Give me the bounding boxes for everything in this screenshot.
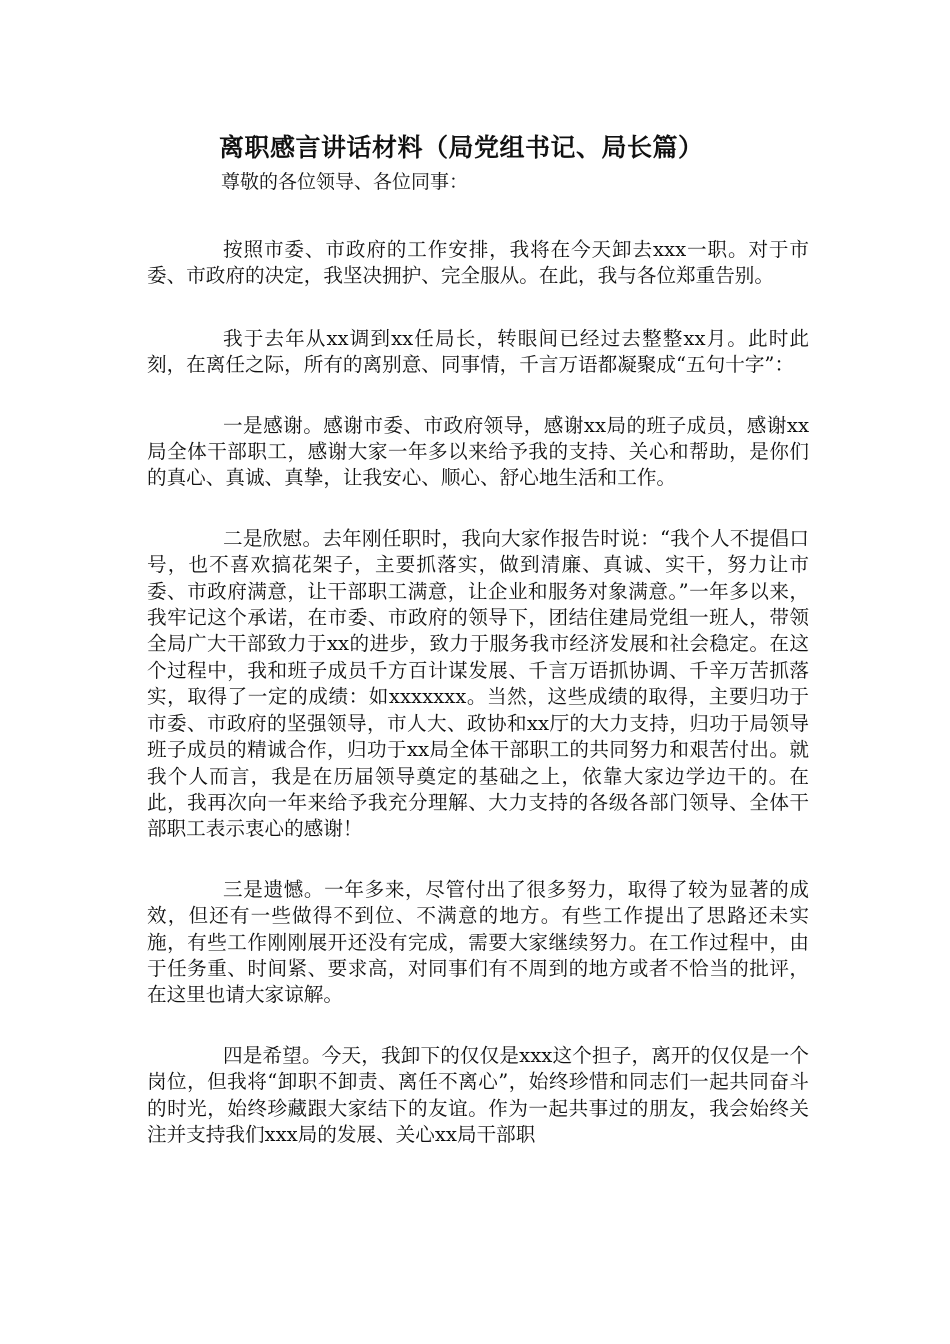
document-title: 离职感言讲话材料（局党组书记、局长篇）: [219, 133, 704, 162]
paragraph-6: 四是希望。今天，我卸下的仅仅是xxx这个担子，离开的仅仅是一个岗位，但我将“卸职不卸责、离任不离心”，始终珍惜和同志们一起共同奋斗的时光，始终珍藏跟大家结下的友谊。作为一起共事过的朋友，我会始终关注并支持我们xxx局的发展、关心xx局干部职: [147, 1043, 809, 1146]
paragraph-2: 我于去年从xx调到xx任局长，转眼间已经过去整整xx月。此时此刻，在离任之际，所有的离别意、同事情，千言万语都凝聚成“五句十字”：: [147, 326, 809, 377]
salutation: 尊敬的各位领导、各位同事：: [221, 171, 469, 193]
paragraph-4: 二是欣慰。去年刚任职时，我向大家作报告时说：“我个人不提倡口号，也不喜欢搞花架子，主要抓落实，做到清廉、真诚、实干，努力让市委、市政府满意，让干部职工满意，让企业和服务对象满意。”一年多以来，我牢记这个承诺，在市委、市政府的领导下，团结住建局党组一班人，带领全局广大干部致力于xx的进步，致力于服务我市经济发展和社会稳定。在这个过程中，我和班子成员千方百计谋发展、千言万语抓协调、千辛万苦抓落实，取得了一定的成绩：如xxxxxxx。当然，这些成绩的取得，主要归功于市委、市政府的坚强领导，市人大、政协和xx厅的大力支持，归功于局领导班子成员的精诚合作，归功于xx局全体干部职工的共同努力和艰苦付出。就我个人而言，我是在历届领导奠定的基础之上，依靠大家边学边干的。在此，我再次向一年来给予我充分理解、大力支持的各级各部门领导、全体干部职工表示衷心的感谢！: [147, 526, 809, 841]
document-page: [147, 130, 809, 1148]
paragraph-5: 三是遗憾。一年多来，尽管付出了很多努力，取得了较为显著的成效，但还有一些做得不到位、不满意的地方。有些工作提出了思路还未实施，有些工作刚刚展开还没有完成，需要大家继续努力。在工作过程中，由于任务重、时间紧、要求高，对同事们有不周到的地方或者不恰当的批评，在这里也请大家谅解。: [147, 877, 809, 1007]
paragraph-1: 按照市委、市政府的工作安排，我将在今天卸去xxx一职。对于市委、市政府的决定，我坚决拥护、完全服从。在此，我与各位郑重告别。: [147, 238, 809, 288]
paragraph-3: 一是感谢。感谢市委、市政府领导，感谢xx局的班子成员，感谢xx局全体干部职工，感谢大家一年多以来给予我的支持、关心和帮助，是你们的真心、真诚、真挚，让我安心、顺心、舒心地生活和工作。: [147, 413, 809, 490]
